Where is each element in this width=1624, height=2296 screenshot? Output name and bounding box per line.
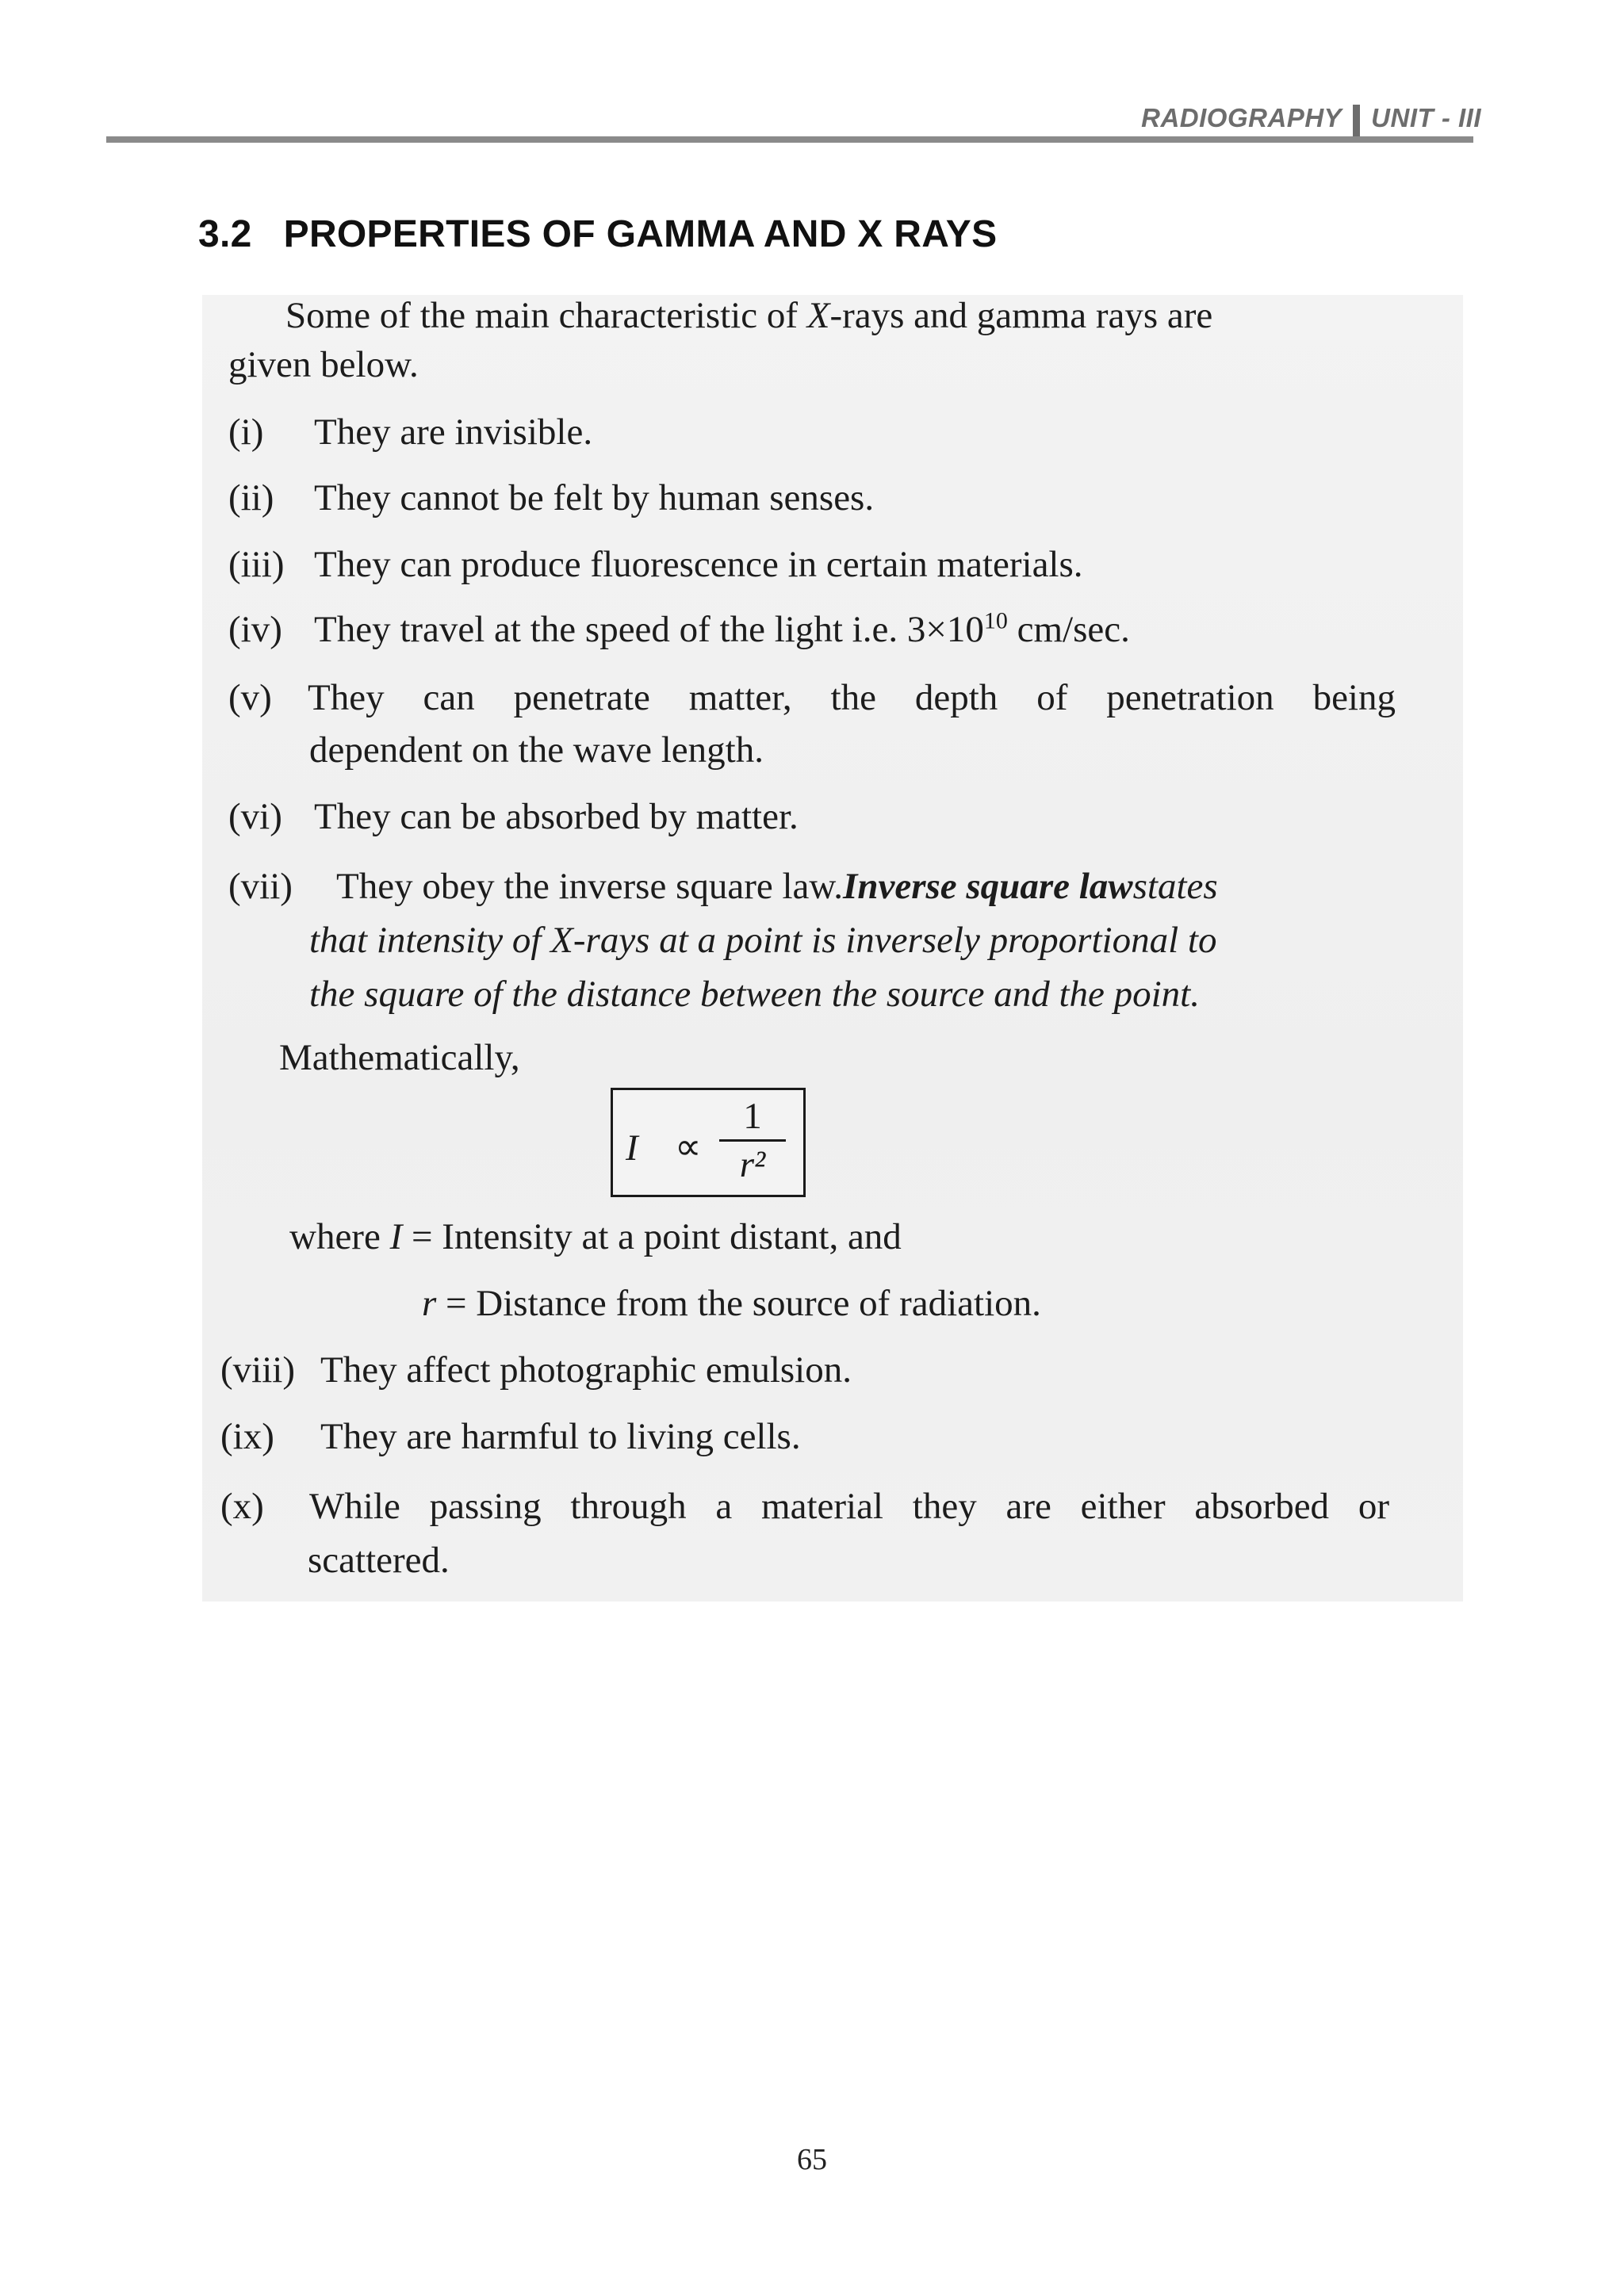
formula-numerator: 1 (743, 1096, 762, 1137)
formula-intensity-symbol: I (626, 1127, 638, 1169)
fraction-bar (719, 1139, 786, 1142)
where-line-2: r = Distance from the source of radiation. (422, 1283, 1041, 1324)
list-item-viii: (viii) They affect photographic emulsion. (220, 1349, 852, 1391)
section-number: 3.2 (198, 213, 252, 255)
header-rule (106, 136, 1473, 143)
intro-line-2: given below. (228, 344, 419, 385)
page-number: 65 (797, 2143, 827, 2176)
list-item-vii-line-3: the square of the distance between the source and the point. (309, 974, 1200, 1015)
list-item-iii: (iii) They can produce fluorescence in certain materials. (228, 544, 1083, 585)
header-book-title: RADIOGRAPHY (1141, 103, 1342, 132)
mathematically-label: Mathematically, (279, 1037, 520, 1078)
list-item-ii: (ii) They cannot be felt by human senses. (228, 477, 875, 519)
formula-fraction (719, 1095, 786, 1186)
where-line-1: where I = Intensity at a point distant, and (289, 1216, 902, 1257)
list-item-x-line-1: (x) While passing through a material they are either absorbed or (220, 1486, 1389, 1527)
list-item-ix: (ix) They are harmful to living cells. (220, 1416, 801, 1457)
running-header (1141, 100, 1481, 136)
list-item-v-line-2: dependent on the wave length. (309, 729, 764, 771)
section-title: PROPERTIES OF GAMMA AND X RAYS (283, 213, 998, 255)
list-item-i: (i) They are invisible. (228, 411, 593, 453)
list-item-vi: (vi) They can be absorbed by matter. (228, 796, 799, 837)
list-item-iv: (iv) They travel at the speed of the light i.e. $3\times 10^{10}$ cm/sec. (228, 607, 1130, 650)
intro-line-1: Some of the main characteristic of X-rays and gamma rays are (285, 295, 1213, 336)
list-item-x-line-2: scattered. (308, 1540, 450, 1581)
section-heading (198, 212, 997, 256)
list-item-v-line-1: (v) They can penetrate matter, the depth of penetration being (228, 677, 1396, 718)
list-item-vii-line-1: (vii) They obey the inverse square law. Inverse square law states (228, 866, 1218, 907)
header-unit: UNIT - III (1371, 103, 1481, 132)
list-item-vii-line-2: that intensity of X-rays at a point is inversely proportional to (309, 920, 1217, 961)
formula-denominator: r² (739, 1144, 766, 1185)
proportional-symbol: ∝ (675, 1127, 702, 1168)
inverse-square-formula (611, 1088, 806, 1197)
